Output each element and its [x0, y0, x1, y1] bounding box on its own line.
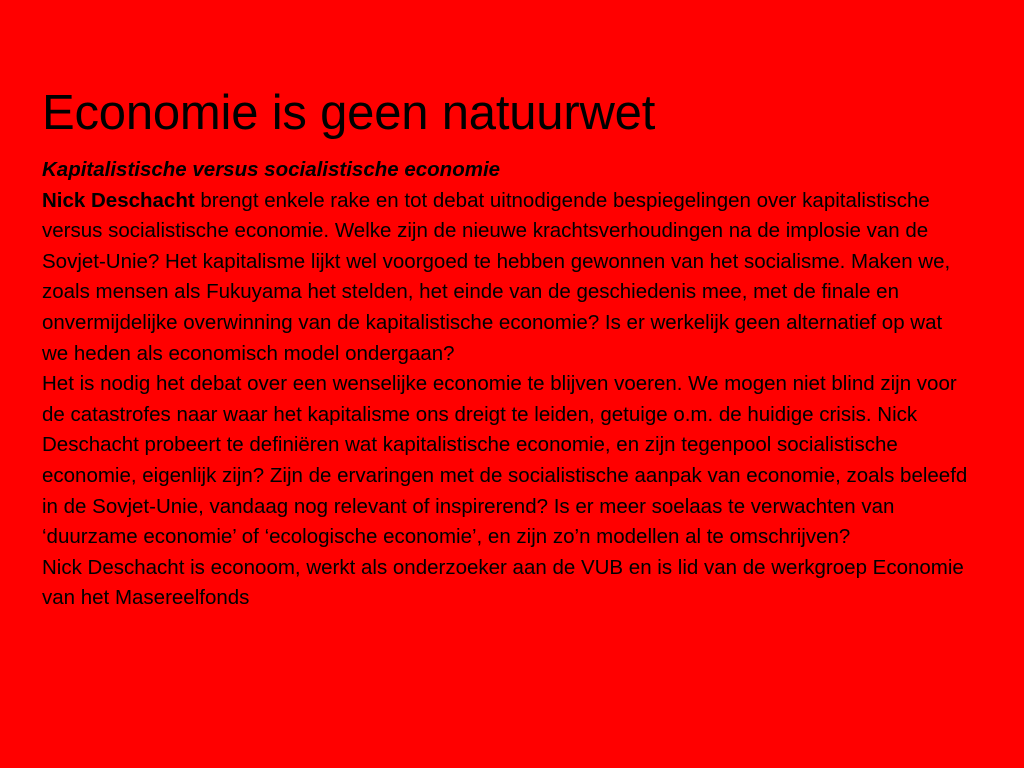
intro-paragraph-text: brengt enkele rake en tot debat uitnodigende bespiegelingen over kapitalistische versus socialistische economie. Welke zijn de nieuwe krachtsverhoudingen na de implosie van de Sovjet-Unie? Het kapitalisme lijkt wel voorgoed te hebben gewonnen van het socialisme. Maken we, zoals mensen als Fukuyama het stelden, het einde van de geschiedenis mee, met de finale en onvermijdelijke overwinning van de kapitalistische economie? Is er werkelijk geen alternatief op wat we heden als economisch model ondergaan? [42, 188, 951, 365]
author-name: Nick Deschacht [42, 188, 195, 212]
slide-body [42, 155, 972, 614]
author-bio-paragraph: Nick Deschacht is econoom, werkt als onderzoeker aan de VUB en is lid van de werkgroep Economie van het Masereelfonds [42, 555, 964, 610]
slide-title: Economie is geen natuurwet [42, 86, 656, 140]
slide-subtitle: Kapitalistische versus socialistische economie [42, 158, 501, 181]
debate-paragraph: Het is nodig het debat over een wenselijke economie te blijven voeren. We mogen niet blind zijn voor de catastrofes naar waar het kapitalisme ons dreigt te leiden, getuige o.m. de huidige crisis. Nick Deschacht probeert te definiëren wat kapitalistische economie, en zijn tegenpool socialistische economie, eigenlijk zijn? Zijn de ervaringen met de socialistische aanpak van economie, zoals beleefd in de Sovjet-Unie, vandaag nog relevant of inspirerend? Is er meer soelaas te verwachten van ‘duurzame economie’ of ‘ecologische economie’, en zijn zo’n modellen al te omschrijven? [42, 372, 968, 549]
intro-paragraph [42, 186, 972, 370]
